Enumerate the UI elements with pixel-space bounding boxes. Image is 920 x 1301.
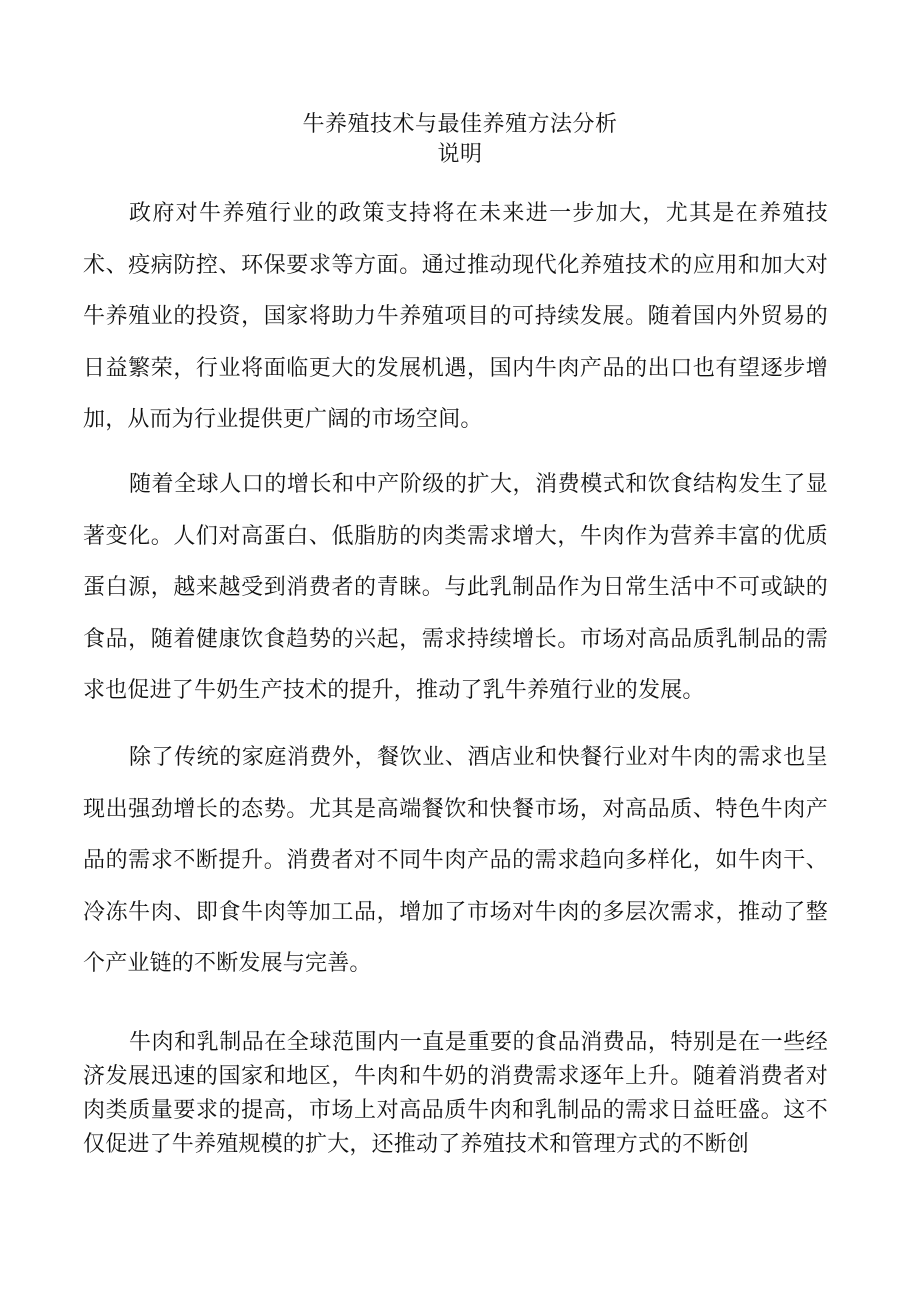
paragraph-catering-demand: 除了传统的家庭消费外，餐饮业、酒店业和快餐行业对牛肉的需求也呈现出强劲增长的态势。尤其是高端餐饮和快餐市场，对高品质、特色牛肉产品的需求不断提升。消费者对不同牛肉产品的需求趋向多样化，如牛肉干、冷冻牛肉、即食牛肉等加工品，增加了市场对牛肉的多层次需求，推动了整个产业链的不断发展与完善。: [83, 745, 828, 976]
paragraph-global-consumption: 牛肉和乳制品在全球范围内一直是重要的食品消费品，特别是在一些经济发展迅速的国家和地区，牛肉和牛奶的消费需求逐年上升。随着消费者对肉类质量要求的提高，市场上对高品质牛肉和乳制品的需求日益旺盛。这不仅促进了牛养殖规模的扩大，还推动了养殖技术和管理方式的不断创: [83, 1030, 828, 1157]
paragraph-consumption-change: 随着全球人口的增长和中产阶级的扩大，消费模式和饮食结构发生了显著变化。人们对高蛋白、低脂肪的肉类需求增大，牛肉作为营养丰富的优质蛋白源，越来越受到消费者的青睐。与此乳制品作为日常生活中不可或缺的食品，随着健康饮食趋势的兴起，需求持续增长。市场对高品质乳制品的需求也促进了牛奶生产技术的提升，推动了乳牛养殖行业的发展。: [83, 472, 828, 703]
document-subtitle: 说明: [437, 142, 483, 167]
document-title: 牛养殖技术与最佳养殖方法分析: [302, 112, 618, 137]
paragraph-policy-support: 政府对牛养殖行业的政策支持将在未来进一步加大，尤其是在养殖技术、疫病防控、环保要求等方面。通过推动现代化养殖技术的应用和加大对牛养殖业的投资，国家将助力牛养殖项目的可持续发展。随着国内外贸易的日益繁荣，行业将面临更大的发展机遇，国内牛肉产品的出口也有望逐步增加，从而为行业提供更广阔的市场空间。: [83, 201, 828, 432]
